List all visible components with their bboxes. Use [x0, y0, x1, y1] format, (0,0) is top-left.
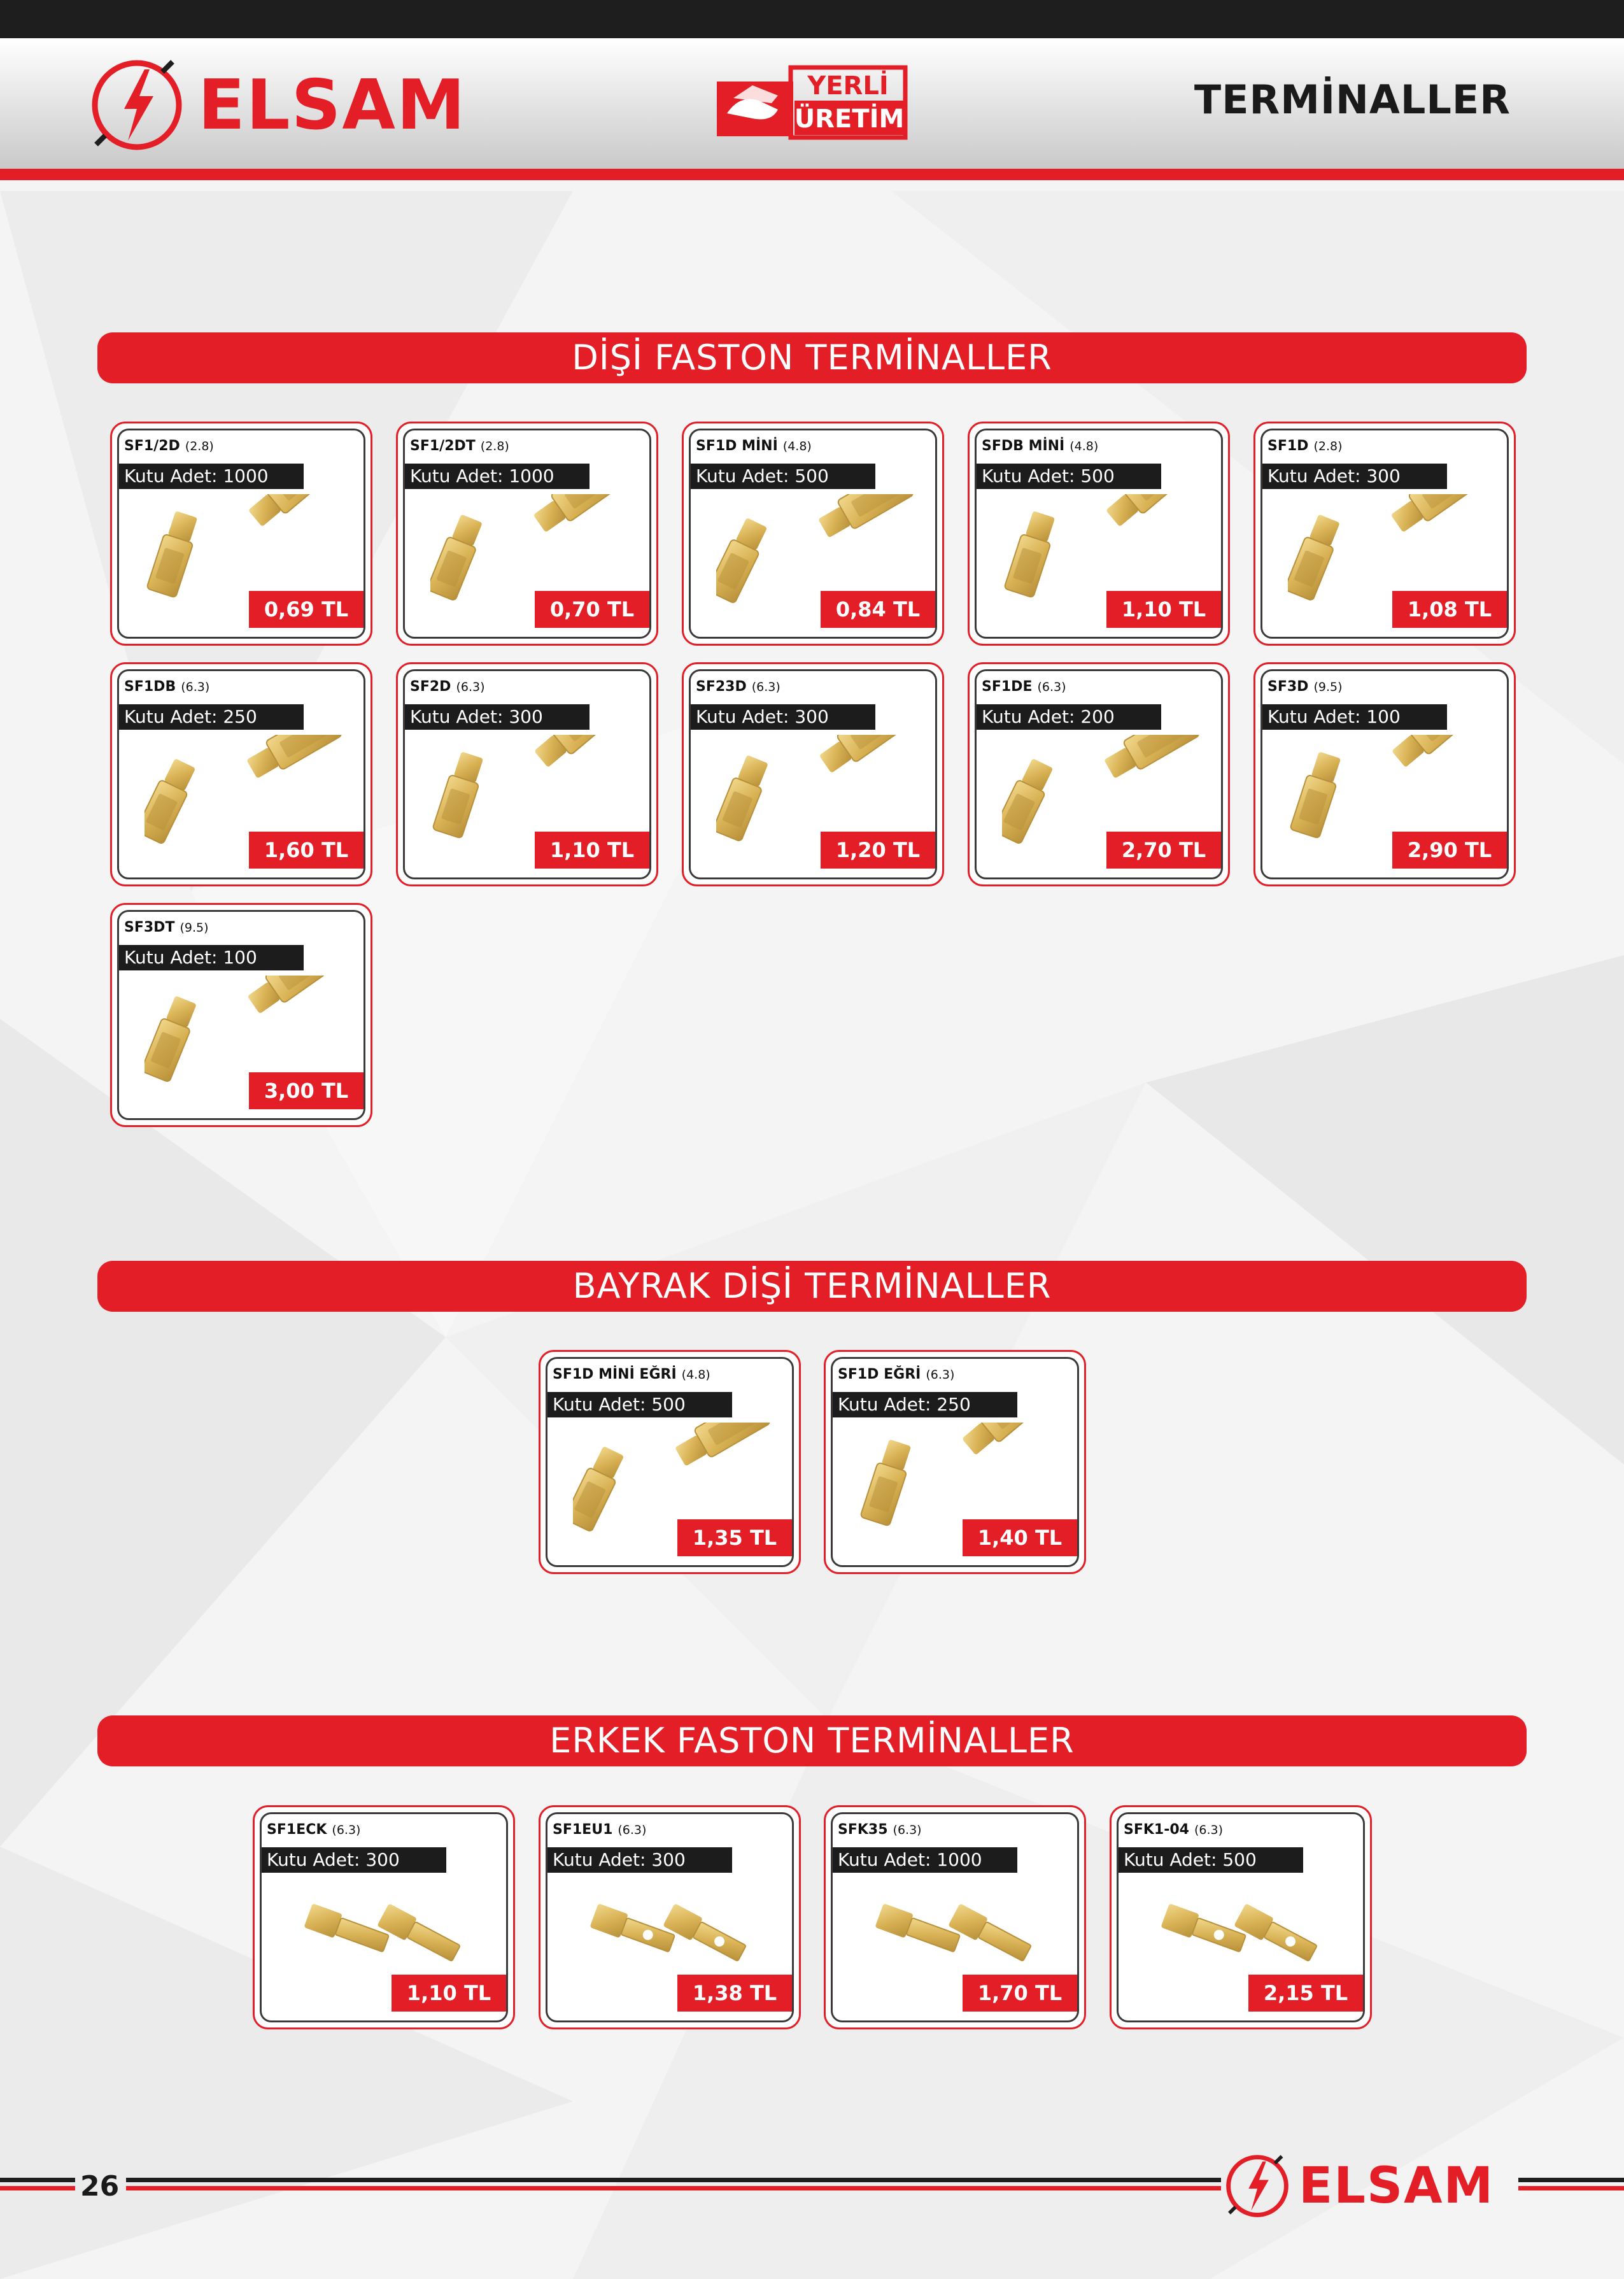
product-code-text: SF1D MİNİ EĞRİ — [553, 1367, 677, 1382]
box-quantity: Kutu Adet: 300 — [691, 704, 875, 730]
product-code-text: SF1/2D — [124, 438, 180, 454]
product-code-text: SF3DT — [124, 919, 175, 935]
product-code-text: SF1/2DT — [410, 438, 476, 454]
product-card[interactable] — [682, 422, 944, 646]
product-card[interactable] — [396, 662, 658, 886]
product-card-frame — [689, 669, 937, 879]
product-card-frame — [260, 1812, 508, 2022]
product-card[interactable] — [682, 662, 944, 886]
section-title: BAYRAK DİŞİ TERMİNALLER — [97, 1261, 1527, 1312]
product-code-text: SF2D — [410, 679, 451, 695]
box-quantity: Kutu Adet: 500 — [977, 464, 1161, 489]
product-card[interactable] — [539, 1350, 801, 1574]
box-quantity: Kutu Adet: 250 — [833, 1392, 1017, 1417]
price-badge: 1,35 TL — [677, 1519, 792, 1556]
product-code — [553, 1367, 710, 1382]
product-code-text: SF23D — [696, 679, 747, 695]
product-code — [124, 438, 214, 454]
price-badge: 2,90 TL — [1392, 832, 1507, 869]
price-badge: 0,69 TL — [249, 591, 364, 628]
product-size: (4.8) — [681, 1368, 710, 1382]
product-code — [410, 679, 485, 695]
box-quantity: Kutu Adet: 1000 — [405, 464, 590, 489]
product-card[interactable] — [253, 1805, 515, 2029]
footer-brand-name: ELSAM — [1299, 2157, 1495, 2215]
box-quantity: Kutu Adet: 100 — [1262, 704, 1447, 730]
yerli-uretim-badge — [714, 62, 909, 140]
product-size: (2.8) — [480, 439, 509, 453]
product-code-text: SFK35 — [838, 1822, 888, 1838]
section-title: ERKEK FASTON TERMİNALLER — [97, 1715, 1527, 1766]
product-code-text: SFDB MİNİ — [982, 438, 1065, 454]
product-size: (9.5) — [1313, 680, 1343, 694]
product-card[interactable] — [1110, 1805, 1372, 2029]
product-code-text: SF1D MİNİ — [696, 438, 778, 454]
top-bar — [0, 0, 1624, 38]
product-card-frame — [117, 429, 365, 639]
box-quantity: Kutu Adet: 100 — [119, 945, 304, 970]
page-title: TERMİNALLER — [1194, 76, 1511, 123]
product-card-frame — [403, 429, 651, 639]
product-size: (2.8) — [1313, 439, 1343, 453]
badge-line1: YERLİ — [807, 71, 889, 101]
page-number: 26 — [80, 2170, 120, 2203]
box-quantity: Kutu Adet: 500 — [547, 1392, 732, 1417]
product-code — [696, 679, 780, 695]
box-quantity: Kutu Adet: 1000 — [833, 1847, 1017, 1873]
product-card-frame — [1117, 1812, 1365, 2022]
product-code — [267, 1822, 360, 1838]
product-code-text: SF1D EĞRİ — [838, 1367, 921, 1382]
footer-logo — [1222, 2151, 1494, 2221]
product-card[interactable] — [1253, 422, 1516, 646]
product-card-frame — [117, 669, 365, 879]
product-code — [696, 438, 812, 454]
product-code — [1124, 1822, 1223, 1838]
price-badge: 1,10 TL — [1106, 591, 1221, 628]
price-badge: 1,38 TL — [677, 1975, 792, 2012]
product-code-text: SF1DB — [124, 679, 176, 695]
price-badge: 0,70 TL — [535, 591, 649, 628]
product-code — [410, 438, 509, 454]
product-card-frame — [117, 910, 365, 1120]
product-size: (9.5) — [180, 921, 209, 935]
footer-line-right — [1518, 2178, 1624, 2194]
box-quantity: Kutu Adet: 300 — [405, 704, 590, 730]
box-quantity: Kutu Adet: 500 — [691, 464, 875, 489]
footer-line-left — [0, 2178, 75, 2194]
product-size: (6.3) — [1194, 1823, 1224, 1837]
product-code-text: SF3D — [1267, 679, 1309, 695]
product-size: (6.3) — [332, 1823, 361, 1837]
price-badge: 1,40 TL — [963, 1519, 1077, 1556]
price-badge: 3,00 TL — [249, 1072, 364, 1109]
box-quantity: Kutu Adet: 200 — [977, 704, 1161, 730]
price-badge: 0,84 TL — [821, 591, 935, 628]
product-code — [1267, 438, 1343, 454]
product-code-text: SF1D — [1267, 438, 1309, 454]
box-quantity: Kutu Adet: 300 — [547, 1847, 732, 1873]
product-card-frame — [546, 1812, 794, 2022]
product-card[interactable] — [824, 1350, 1086, 1574]
product-card-frame — [689, 429, 937, 639]
price-badge: 1,08 TL — [1392, 591, 1507, 628]
box-quantity: Kutu Adet: 300 — [1262, 464, 1447, 489]
price-badge: 1,20 TL — [821, 832, 935, 869]
product-code — [553, 1822, 646, 1838]
product-card-frame — [403, 669, 651, 879]
product-code — [982, 438, 1098, 454]
price-badge: 1,10 TL — [392, 1975, 506, 2012]
box-quantity: Kutu Adet: 1000 — [119, 464, 304, 489]
product-card[interactable] — [968, 422, 1230, 646]
product-size: (6.3) — [618, 1823, 647, 1837]
product-card-frame — [975, 669, 1223, 879]
box-quantity: Kutu Adet: 250 — [119, 704, 304, 730]
price-badge: 1,70 TL — [963, 1975, 1077, 2012]
product-card-frame — [975, 429, 1223, 639]
product-size: (6.3) — [456, 680, 485, 694]
box-quantity: Kutu Adet: 300 — [262, 1847, 446, 1873]
box-quantity: Kutu Adet: 500 — [1119, 1847, 1303, 1873]
product-card-frame — [831, 1812, 1079, 2022]
price-badge: 1,10 TL — [535, 832, 649, 869]
brand-name: ELSAM — [198, 65, 467, 145]
brand-logo — [86, 54, 466, 156]
section-title: DİŞİ FASTON TERMİNALLER — [97, 332, 1527, 383]
product-code — [124, 919, 209, 935]
product-card-frame — [831, 1357, 1079, 1567]
product-card-frame — [1260, 669, 1509, 879]
price-badge: 2,70 TL — [1106, 832, 1221, 869]
product-card[interactable] — [968, 662, 1230, 886]
product-card-frame — [1260, 429, 1509, 639]
product-card[interactable] — [396, 422, 658, 646]
product-card[interactable] — [110, 422, 372, 646]
product-card-frame — [546, 1357, 794, 1567]
product-code — [982, 679, 1066, 695]
badge-line2: ÜRETİM — [794, 104, 905, 134]
product-card[interactable] — [824, 1805, 1086, 2029]
product-size: (2.8) — [185, 439, 214, 453]
price-badge: 1,60 TL — [249, 832, 364, 869]
product-size: (6.3) — [893, 1823, 922, 1837]
product-size: (6.3) — [1037, 680, 1066, 694]
product-size: (6.3) — [181, 680, 210, 694]
product-card[interactable] — [110, 903, 372, 1127]
product-code — [1267, 679, 1343, 695]
product-code-text: SF1EU1 — [553, 1822, 613, 1838]
header-divider — [0, 169, 1624, 180]
product-code — [838, 1822, 922, 1838]
price-badge: 2,15 TL — [1248, 1975, 1363, 2012]
product-code-text: SF1ECK — [267, 1822, 327, 1838]
product-size: (6.3) — [926, 1368, 955, 1382]
product-size: (4.8) — [782, 439, 812, 453]
product-card[interactable] — [1253, 662, 1516, 886]
product-card[interactable] — [539, 1805, 801, 2029]
product-card[interactable] — [110, 662, 372, 886]
lightning-plug-icon — [86, 54, 188, 156]
footer-line-middle — [126, 2178, 1221, 2194]
lightning-plug-icon — [1222, 2151, 1292, 2221]
product-size: (6.3) — [751, 680, 780, 694]
product-code — [124, 679, 209, 695]
product-code-text: SFK1-04 — [1124, 1822, 1189, 1838]
product-code-text: SF1DE — [982, 679, 1033, 695]
product-size: (4.8) — [1070, 439, 1099, 453]
product-code — [838, 1367, 954, 1382]
